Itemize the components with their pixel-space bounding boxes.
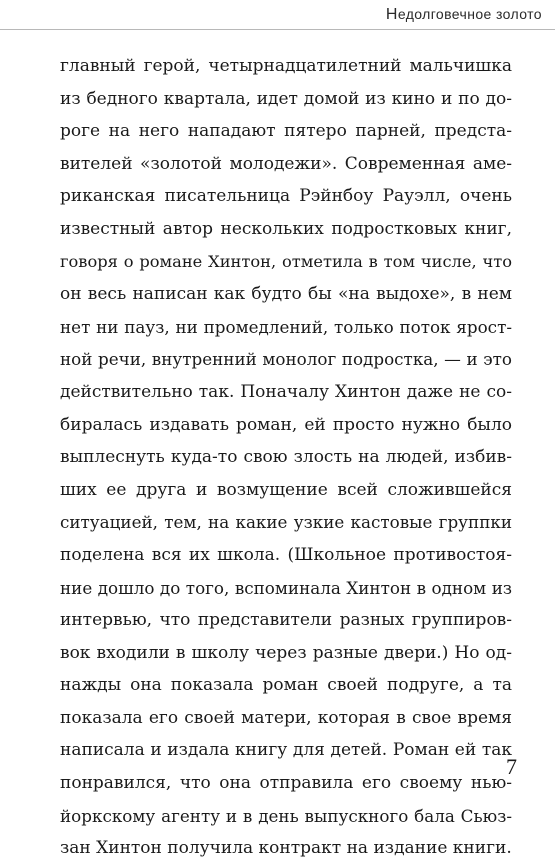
text-line: вителей «золотой молодежи». Современная аме- bbox=[60, 153, 512, 174]
text-line: выплеснуть куда-то свою злость на людей, избив- bbox=[60, 447, 512, 468]
text-line: ной речи, внутренний монолог подростка, — и это bbox=[60, 349, 512, 370]
body-text bbox=[60, 50, 512, 865]
text-line: интервью, что представители разных группиров- bbox=[60, 610, 512, 631]
text-line: биралась издавать роман, ей просто нужно было bbox=[60, 414, 512, 435]
text-line: вок входили в школу через разные двери.) Но од- bbox=[60, 642, 512, 663]
text-line: нажды она показала роман своей подруге, а та bbox=[60, 675, 512, 696]
page-number: 7 bbox=[506, 754, 517, 779]
text-line: поделена вся их школа. (Школьное противостоя- bbox=[60, 544, 512, 565]
text-line: из бедного квартала, идет домой из кино и по до- bbox=[60, 88, 512, 109]
text-line: йоркскому агенту и в день выпускного бала Сьюз- bbox=[60, 805, 512, 826]
text-line: говоря о романе Хинтон, отметила в том числе, что bbox=[60, 251, 512, 271]
text-line: написала и издала книгу для детей. Роман ей так bbox=[60, 740, 512, 761]
text-line: показала его своей матери, которая в свое время bbox=[60, 707, 512, 728]
text-line: известный автор нескольких подростковых книг, bbox=[60, 218, 512, 239]
header-rule bbox=[0, 29, 555, 30]
text-line: риканская писательница Рэйнбоу Рауэлл, очень bbox=[60, 186, 512, 207]
text-line: понравился, что она отправила его своему нью- bbox=[60, 773, 512, 794]
text-line: главный герой, четырнадцатилетний мальчишка bbox=[60, 56, 512, 76]
text-line: ситуацией, тем, на какие узкие кастовые группки bbox=[60, 512, 512, 533]
running-head-initial: Н bbox=[385, 6, 398, 23]
running-head-title: едолговечное золото bbox=[397, 6, 542, 22]
running-head bbox=[386, 6, 542, 24]
text-line: ние дошло до того, вспоминала Хинтон в одном из bbox=[60, 577, 512, 598]
text-line: он весь написан как будто бы «на выдохе», в нем bbox=[60, 284, 512, 305]
text-line: действительно так. Поначалу Хинтон даже не со- bbox=[60, 381, 512, 402]
text-line: роге на него нападают пятеро парней, предста- bbox=[60, 121, 512, 142]
text-line: зан Хинтон получила контракт на издание книги. bbox=[60, 838, 512, 859]
text-line: ших ее друга и возмущение всей сложившейся bbox=[60, 479, 512, 500]
text-line: нет ни пауз, ни промедлений, только поток ярост- bbox=[60, 316, 512, 337]
